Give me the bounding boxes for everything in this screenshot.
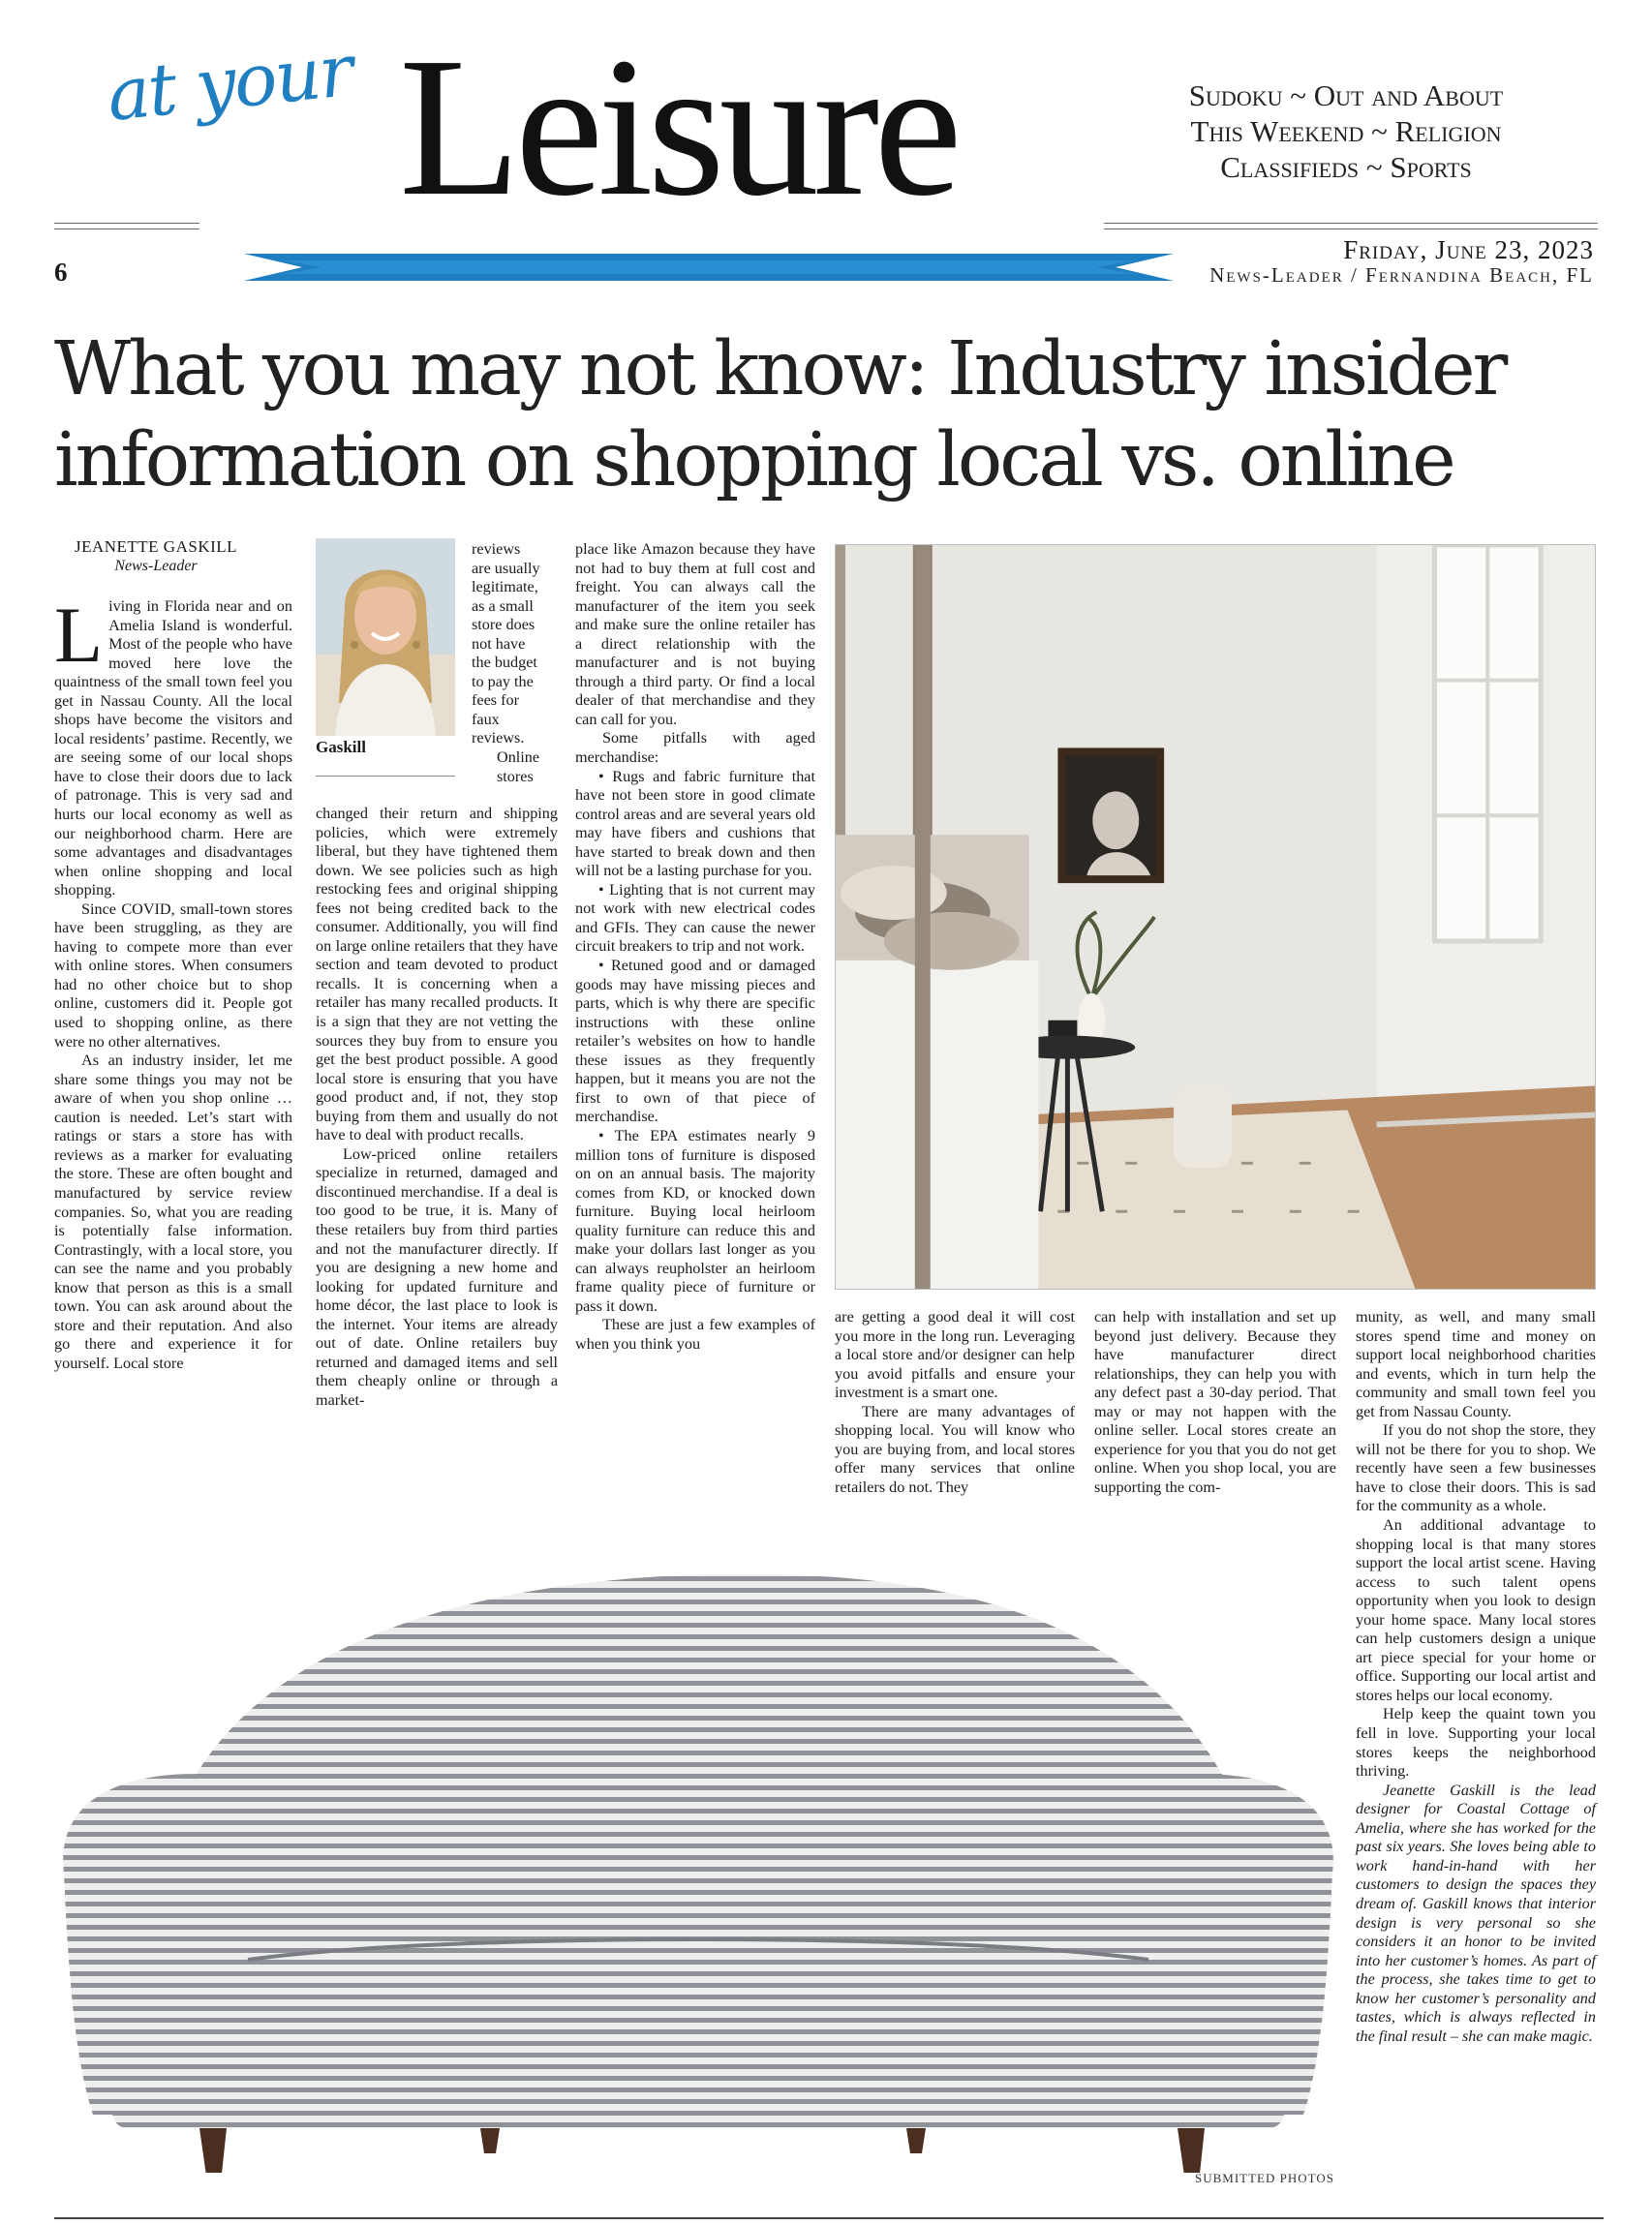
photo-credit: SUBMITTED PHOTOS [1195, 2171, 1334, 2185]
article-paragraph: place like Amazon because they have not had to buy them at full cost and freight. You can always call the manufacturer of the item you seek and make sure the online retailer has a direct relationship with the manufacturer and is not buying through a third party. Or find a local dealer of that merchandise and they can call for you. [575, 540, 815, 728]
article-column-4 [835, 1308, 1075, 1497]
masthead-title: Leisure [399, 15, 957, 237]
section-index-line[interactable]: Sudoku ~ Out and About [1188, 78, 1504, 112]
article-column-2 [316, 805, 558, 1411]
byline-author: JEANETTE GASKILL [74, 537, 238, 556]
article-column-1 [54, 591, 292, 1373]
author-headshot [316, 538, 455, 736]
masthead-rule [54, 223, 199, 224]
article-paragraph: Some pitfalls with aged merchandise: [575, 729, 815, 767]
article-paragraph: Online [497, 748, 540, 767]
masthead-accent-bar [244, 254, 1174, 281]
byline-organization: News-Leader [114, 558, 198, 574]
author-bio: Jeanette Gaskill is the lead designer for Coastal Cottage of Amelia, where she has worked for the past six years. She loves being able to work hand-in-hand with her customers to design the spaces they dream of. Gaskill knows that interior design is very personal so she considers it an honor to be invited into her customer’s homes. As part of the process, she takes time to get to know her customer’s personality and tastes, which is always reflected in the final result – she can make magic. [1356, 1781, 1596, 2045]
masthead-rule [1104, 223, 1598, 224]
article-column-2-narrow [472, 540, 541, 786]
section-index-line[interactable]: This Weekend ~ Religion [1190, 114, 1502, 148]
article-paragraph: changed their return and shipping policies, which were extremely liberal, but they have tightened them down. We see policies such as high restocking fees and original shipping fees not being credited back to the consumer. Additionally, you will find on large online retailers that they have section and team devoted to product recalls. It is concerning when a retailer has many recalled products. It is a sign that they are not vetting the sources they buy from to ensure you get the best product possible. A good local store is ensuring that you have good product and, if not, they stop buying from them and usually do not have to deal with product recalls. [316, 805, 558, 1144]
page-number: 6 [54, 258, 68, 287]
article-bullet: • Retuned good and or damaged goods may have missing pieces and parts, which is why there are specific instructions with these online retailer’s websites on how to handle these issues as they frequently happen, but it means you are not the first to own of that piece of merchandise. [575, 957, 815, 1126]
article-paragraph: An additional advantage to shopping local is that many stores support the local artist scene. Having access to such talent opens opportunity when you look to design your home space. Many local stores can help customers design a unique art piece special for your home or office. Supporting our local artist and stores helps our local economy. [1356, 1516, 1596, 1704]
article-column-3 [575, 540, 815, 1355]
headline-line: information on shopping local vs. online [54, 417, 1453, 503]
article-paragraph: reviews are usually legitimate, as a small store does not have the budget to pay the fees for faux reviews. [472, 540, 540, 747]
article-column-5 [1094, 1308, 1336, 1497]
article-paragraph: munity, as well, and many small stores spend time and money on support local neighborhood charities and events, which in turn help the community and small town feel you get from Nassau County. [1356, 1308, 1596, 1420]
article-paragraph: If you do not shop the store, they will not be there for you to shop. We recently have seen a few businesses have to close their doors. This is sad for the community as a whole. [1356, 1421, 1596, 1515]
article-bullet: • Lighting that is not current may not work with new electrical codes and GFIs. They can cause the newer circuit breakers to trip and not work. [575, 880, 815, 956]
article-paragraph: are getting a good deal it will cost you more in the long run. Leveraging a local store and/or designer can help you avoid pitfalls and ensure your investment is a smart one. [835, 1308, 1075, 1402]
article-bullet: • Rugs and fabric furniture that have not been store in good climate control areas and are several years old may have fibers and cushions that have started to break down and then will not be a lasting purchase for you. [575, 767, 815, 880]
article-bullet: • The EPA estimates nearly 9 million tons of furniture is disposed on on an annual basis. The majority comes from KD, or knocked down furniture. Buying local heirloom quality furniture can reduce this and make your dollars last longer as you can always reupholster an heirloom frame quality piece of furniture or pass it down. [575, 1126, 815, 1315]
article-paragraph: can help with installation and set up beyond just delivery. Because they have manufacturer direct relationships, they can help you with any defect past a 30-day period. That may or may not happen with the online seller. Local stores create an experience for you that you do not get online. When you shop local, you are supporting the com- [1094, 1308, 1336, 1496]
issue-date: Friday, June 23, 2023 [1343, 235, 1594, 264]
article-paragraph: As an industry insider, let me share some things you may not be aware of when you shop online … caution is needed. Let’s start with ratings or stars a store has with reviews as a marker for evaluating the store. These are often bought and manufactured by service review companies. So, what you are reading is potentially false information. Contrastingly, with a local store, you can see the name and you probably know that person as this is a small town. You can ask around about the store and their reputation. And also go there and experience it for yourself. Local store [54, 1052, 292, 1372]
sofa-photo [54, 1553, 1342, 2173]
headline-line: What you may not know: Industry insider [54, 326, 1506, 412]
bedroom-photo [835, 544, 1596, 1290]
article-paragraph: These are just a few examples of when you think you [575, 1316, 815, 1353]
caption-rule [316, 776, 455, 777]
article-headline [54, 324, 1604, 506]
section-index [1143, 77, 1549, 185]
drop-cap: L [54, 591, 104, 679]
article-paragraph: Since COVID, small-town stores have been struggling, as they are having to compete more than ever with online stores. When consumers had no other choice but to shop online, customers did it. People got used to shopping online, as there were no other alternatives. [54, 899, 292, 1051]
article-paragraph: Living in Florida near and on Amelia Island is wonderful. Most of the people who have moved here love the quaintness of the small town feel you get in Nassau County. All the local shops have become the visitors and local residents’ pastime. Recently, we are seeing some of our local shops have to close their doors due to lack of patronage. This is very sad and hurts our local economy as well as our neighborhood charm. Here are some advantages and disadvantages when online shopping and local shopping. [54, 591, 292, 899]
article-column-6 [1356, 1308, 1596, 2046]
section-index-line[interactable]: Classifieds ~ Sports [1220, 150, 1472, 184]
article-paragraph: There are many advantages of shopping local. You will know who you are buying from, and local stores offer many services that online retailers do not. They [835, 1402, 1075, 1496]
article-paragraph: Help keep the quaint town you fell in love. Supporting your local stores keeps the neighborhood thriving. [1356, 1705, 1596, 1781]
masthead-script-logo: at your [103, 29, 356, 137]
article-paragraph: Low-priced online retailers specialize in returned, damaged and discontinued merchandise. If a deal is too good to be true, it is. Many of these retailers buy from third parties and not the manufacturer directly. If you are designing a new home and looking for updated furniture and home décor, the last place to look is the internet. Your items are already out of date. Online retailers buy returned and damaged items and sell them cheaply online or through a market- [316, 1144, 558, 1409]
publication-line: News-Leader / Fernandina Beach, FL [1209, 263, 1594, 287]
page-bottom-rule [54, 2217, 1604, 2219]
headshot-caption: Gaskill [316, 738, 366, 756]
article-paragraph: stores [497, 767, 534, 785]
